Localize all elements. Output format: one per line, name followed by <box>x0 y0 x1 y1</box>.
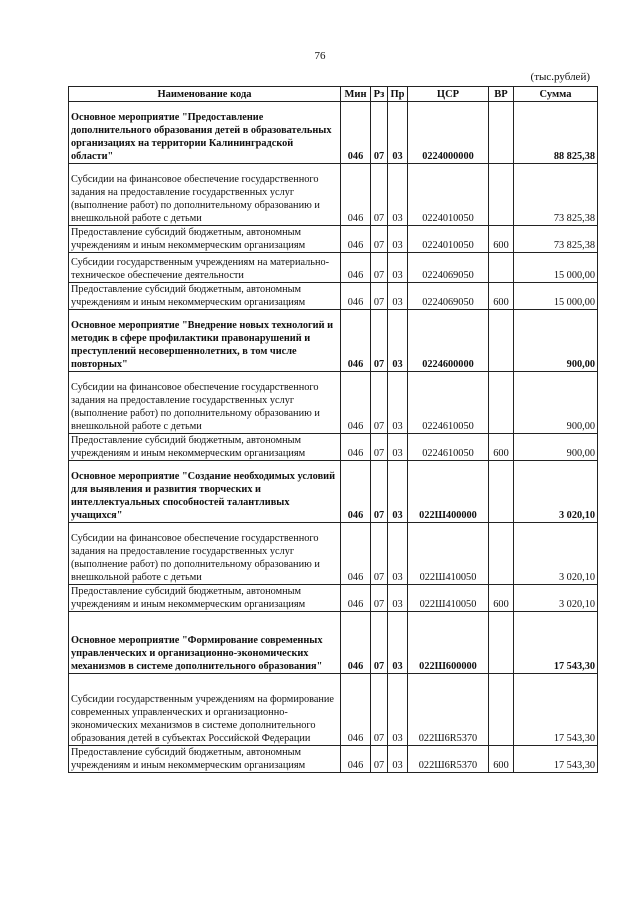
cell-pr: 03 <box>388 226 408 253</box>
cell-min: 046 <box>341 612 371 674</box>
cell-sum: 17 543,30 <box>514 612 598 674</box>
cell-vr <box>489 102 514 164</box>
cell-sum: 15 000,00 <box>514 283 598 310</box>
table-row <box>69 310 598 372</box>
cell-min: 046 <box>341 434 371 461</box>
cell-rz: 07 <box>371 674 388 746</box>
cell-name: Предоставление субсидий бюджетным, автономным учреждениям и иным некоммерческим организациям <box>69 283 341 310</box>
units-label: (тыс.рублей) <box>530 71 590 83</box>
cell-sum: 3 020,10 <box>514 523 598 585</box>
cell-csr: 0224610050 <box>408 372 489 434</box>
cell-vr: 600 <box>489 746 514 773</box>
cell-pr: 03 <box>388 746 408 773</box>
cell-name: Предоставление субсидий бюджетным, автономным учреждениям и иным некоммерческим организациям <box>69 746 341 773</box>
cell-vr <box>489 612 514 674</box>
header-pr: Пр <box>388 87 408 102</box>
cell-csr: 022Ш600000 <box>408 612 489 674</box>
cell-name: Основное мероприятие "Внедрение новых технологий и методик в сфере профилактики правонарушений и преступлений несовершеннолетних, в том числе повторных" <box>69 310 341 372</box>
cell-name: Субсидии на финансовое обеспечение государственного задания на предоставление государственных услуг (выполнение работ) по дополнительному образованию и внешкольной работе с детьми <box>69 164 341 226</box>
cell-min: 046 <box>341 746 371 773</box>
cell-csr: 022Ш410050 <box>408 585 489 612</box>
cell-rz: 07 <box>371 746 388 773</box>
cell-csr: 022Ш400000 <box>408 461 489 523</box>
header-vr: ВР <box>489 87 514 102</box>
header-csr: ЦСР <box>408 87 489 102</box>
cell-csr: 0224610050 <box>408 434 489 461</box>
cell-rz: 07 <box>371 434 388 461</box>
cell-name: Основное мероприятие "Формирование современных управленческих и организационно-экономических механизмов в системе дополнительного образования" <box>69 612 341 674</box>
cell-rz: 07 <box>371 461 388 523</box>
cell-min: 046 <box>341 253 371 283</box>
cell-pr: 03 <box>388 164 408 226</box>
header-min: Мин <box>341 87 371 102</box>
cell-vr: 600 <box>489 283 514 310</box>
cell-sum: 17 543,30 <box>514 746 598 773</box>
page-number: 76 <box>314 50 326 62</box>
cell-rz: 07 <box>371 253 388 283</box>
cell-rz: 07 <box>371 310 388 372</box>
cell-pr: 03 <box>388 612 408 674</box>
table-header-row <box>69 87 598 102</box>
cell-csr: 0224010050 <box>408 164 489 226</box>
cell-rz: 07 <box>371 164 388 226</box>
cell-vr <box>489 674 514 746</box>
cell-vr <box>489 372 514 434</box>
budget-table <box>68 86 598 773</box>
cell-min: 046 <box>341 585 371 612</box>
cell-vr <box>489 164 514 226</box>
cell-pr: 03 <box>388 523 408 585</box>
cell-pr: 03 <box>388 372 408 434</box>
cell-rz: 07 <box>371 372 388 434</box>
header-rz: Рз <box>371 87 388 102</box>
cell-min: 046 <box>341 372 371 434</box>
cell-min: 046 <box>341 523 371 585</box>
cell-name: Субсидии на финансовое обеспечение государственного задания на предоставление государственных услуг (выполнение работ) по дополнительному образованию и внешкольной работе с детьми <box>69 523 341 585</box>
table-row <box>69 585 598 612</box>
cell-sum: 900,00 <box>514 310 598 372</box>
cell-name: Субсидии на финансовое обеспечение государственного задания на предоставление государственных услуг (выполнение работ) по дополнительному образованию и внешкольной работе с детьми <box>69 372 341 434</box>
cell-pr: 03 <box>388 674 408 746</box>
cell-sum: 17 543,30 <box>514 674 598 746</box>
cell-csr: 022Ш410050 <box>408 523 489 585</box>
cell-name: Субсидии государственным учреждениям на материально-техническое обеспечение деятельности <box>69 253 341 283</box>
cell-sum: 3 020,10 <box>514 585 598 612</box>
cell-sum: 88 825,38 <box>514 102 598 164</box>
cell-rz: 07 <box>371 523 388 585</box>
cell-vr: 600 <box>489 226 514 253</box>
table-row <box>69 746 598 773</box>
cell-pr: 03 <box>388 434 408 461</box>
cell-min: 046 <box>341 283 371 310</box>
cell-sum: 73 825,38 <box>514 226 598 253</box>
cell-min: 046 <box>341 164 371 226</box>
table-row <box>69 434 598 461</box>
table-row <box>69 372 598 434</box>
cell-csr: 0224069050 <box>408 283 489 310</box>
header-name: Наименование кода <box>69 87 341 102</box>
table-row <box>69 283 598 310</box>
cell-sum: 15 000,00 <box>514 253 598 283</box>
cell-pr: 03 <box>388 102 408 164</box>
cell-min: 046 <box>341 102 371 164</box>
cell-csr: 0224010050 <box>408 226 489 253</box>
cell-min: 046 <box>341 674 371 746</box>
cell-csr: 022Ш6R5370 <box>408 746 489 773</box>
cell-name: Субсидии государственным учреждениям на формирование современных управленческих и организационно-экономических механизмов в системе дополнительного образования детей в субъектах Российской Федерации <box>69 674 341 746</box>
cell-sum: 3 020,10 <box>514 461 598 523</box>
cell-min: 046 <box>341 461 371 523</box>
cell-csr: 0224069050 <box>408 253 489 283</box>
table-row <box>69 253 598 283</box>
cell-min: 046 <box>341 310 371 372</box>
cell-rz: 07 <box>371 585 388 612</box>
cell-csr: 022Ш6R5370 <box>408 674 489 746</box>
table-row <box>69 612 598 674</box>
cell-pr: 03 <box>388 253 408 283</box>
table-row <box>69 226 598 253</box>
cell-name: Предоставление субсидий бюджетным, автономным учреждениям и иным некоммерческим организациям <box>69 434 341 461</box>
cell-pr: 03 <box>388 585 408 612</box>
cell-rz: 07 <box>371 283 388 310</box>
table-row <box>69 674 598 746</box>
cell-csr: 0224000000 <box>408 102 489 164</box>
cell-vr <box>489 523 514 585</box>
cell-pr: 03 <box>388 461 408 523</box>
cell-vr: 600 <box>489 434 514 461</box>
cell-name: Предоставление субсидий бюджетным, автономным учреждениям и иным некоммерческим организациям <box>69 226 341 253</box>
cell-sum: 73 825,38 <box>514 164 598 226</box>
cell-name: Предоставление субсидий бюджетным, автономным учреждениям и иным некоммерческим организациям <box>69 585 341 612</box>
cell-csr: 0224600000 <box>408 310 489 372</box>
table-row <box>69 461 598 523</box>
cell-rz: 07 <box>371 612 388 674</box>
header-sum: Сумма <box>514 87 598 102</box>
cell-sum: 900,00 <box>514 434 598 461</box>
cell-vr: 600 <box>489 585 514 612</box>
cell-min: 046 <box>341 226 371 253</box>
cell-rz: 07 <box>371 226 388 253</box>
table-row <box>69 102 598 164</box>
cell-vr <box>489 461 514 523</box>
cell-name: Основное мероприятие "Создание необходимых условий для выявления и развития творческих и интеллектуальных способностей талантливых учащихся" <box>69 461 341 523</box>
table-row <box>69 523 598 585</box>
cell-vr <box>489 253 514 283</box>
cell-sum: 900,00 <box>514 372 598 434</box>
cell-vr <box>489 310 514 372</box>
table-row <box>69 164 598 226</box>
cell-rz: 07 <box>371 102 388 164</box>
cell-pr: 03 <box>388 283 408 310</box>
cell-pr: 03 <box>388 310 408 372</box>
cell-name: Основное мероприятие "Предоставление дополнительного образования детей в образовательных организациях на территории Калининградской области" <box>69 102 341 164</box>
